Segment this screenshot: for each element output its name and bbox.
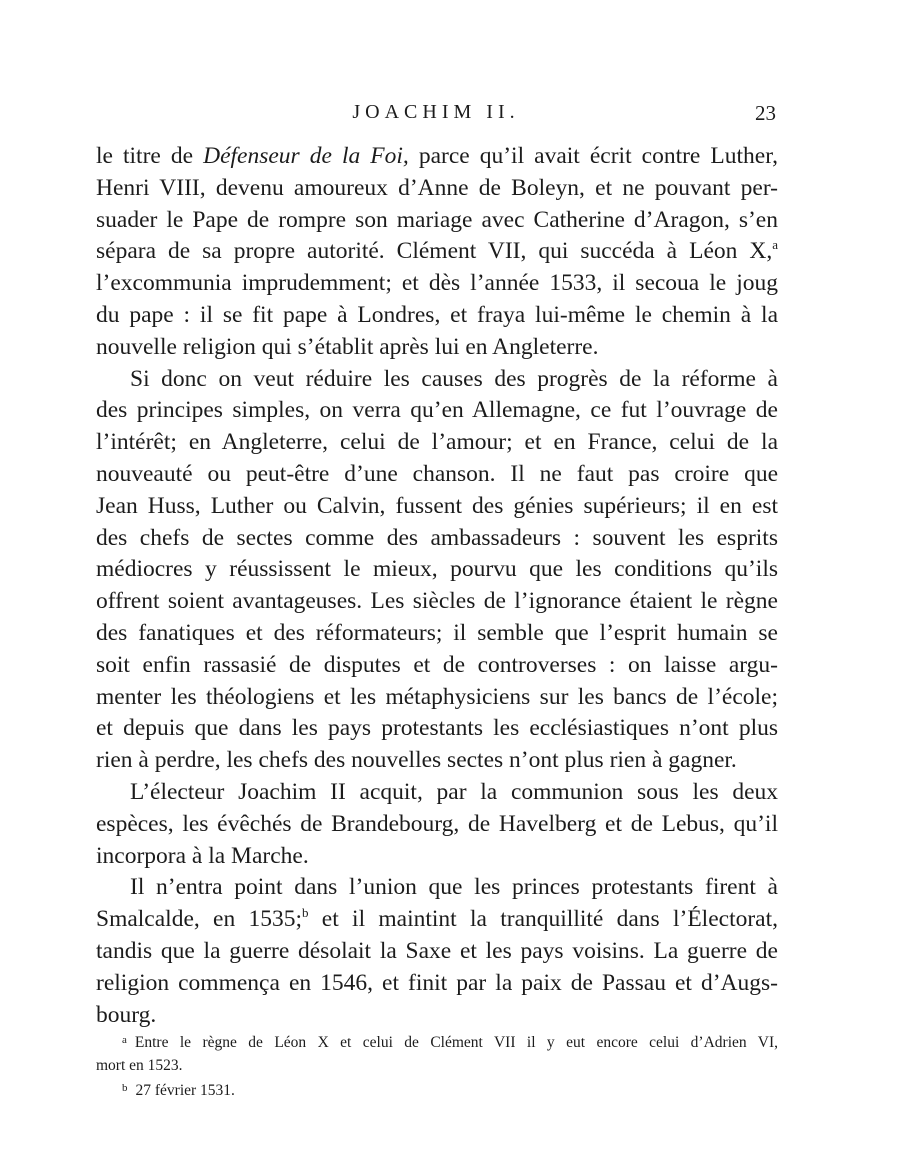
footnote-mark: a <box>122 1034 127 1046</box>
text-run: rien à perdre, les chefs des nouvelles sectes n’ont plus rien à gagner. <box>96 747 737 774</box>
text-run: Jean Huss, Luther ou Calvin, fussent des génies supérieurs; il en est <box>96 492 778 519</box>
running-head <box>96 101 776 131</box>
footnotes <box>96 1029 778 1102</box>
text-line <box>96 936 778 968</box>
text-line <box>96 809 778 841</box>
running-title: JOACHIM II. <box>352 101 520 123</box>
italic-text-run: Défenseur de la Foi, <box>203 143 409 169</box>
footnote-mark: b <box>122 1082 128 1094</box>
footnote-text: mort en 1523. <box>96 1057 183 1074</box>
text-line <box>96 268 778 300</box>
text-run: espèces, les évêchés de Brandebourg, de Havelberg et de Lebus, qu’il <box>96 810 778 837</box>
footnote-text: 27 février 1531. <box>135 1082 235 1099</box>
text-line <box>96 968 778 1000</box>
text-run: sépara de sa propre autorité. Clément VII, qui succéda à Léon X, <box>96 238 773 265</box>
text-line <box>96 395 778 427</box>
text-run: le titre de <box>96 143 204 169</box>
text-run: l’intérêt; en Angleterre, celui de l’amour; et en France, celui de la <box>96 429 778 456</box>
text-line <box>96 205 778 237</box>
text-run: l’excommunia imprudemment; et dès l’année 1533, il secoua le joug <box>96 270 778 297</box>
footnote-line <box>96 1077 778 1102</box>
text-line <box>96 364 778 396</box>
text-run: incorpora à la Marche. <box>96 842 309 869</box>
page-number: 23 <box>755 101 776 125</box>
text-line <box>96 554 778 586</box>
text-run: Henri VIII, devenu amoureux d’Anne de Boleyn, et ne pouvant per- <box>96 174 778 201</box>
text-line <box>96 618 778 650</box>
text-line <box>96 904 778 936</box>
text-line <box>96 236 778 268</box>
text-line <box>96 173 778 205</box>
text-line <box>96 745 778 777</box>
text-line <box>96 332 778 364</box>
footnote-line <box>96 1029 778 1054</box>
text-line <box>96 491 778 523</box>
footnote-text: Entre le règne de Léon X et celui de Clément VII il y eut encore celui d’Adrien VI, <box>134 1034 778 1051</box>
text-line <box>96 523 778 555</box>
text-run: menter les théologiens et les métaphysiciens sur les bancs de l’école; <box>96 683 778 710</box>
text-line <box>96 872 778 904</box>
text-line <box>96 141 778 173</box>
footnote-reference: a <box>772 237 778 253</box>
text-line <box>96 713 778 745</box>
text-run: Smalcalde, en 1535; <box>96 906 303 933</box>
text-line <box>96 427 778 459</box>
text-run: des chefs de sectes comme des ambassadeurs : souvent les esprits <box>96 524 778 551</box>
text-run: tandis que la guerre désolait la Saxe et les pays voisins. La guerre de <box>96 937 778 964</box>
text-line <box>96 650 778 682</box>
text-run: bourg. <box>96 1001 157 1028</box>
text-run: et il maintint la tranquillité dans l’Électorat, <box>308 906 779 933</box>
text-run: Si donc on veut réduire les causes des progrès de la réforme à <box>130 365 778 392</box>
text-run: offrent soient avantageuses. Les siècles de l’ignorance étaient le règne <box>96 588 778 615</box>
text-run: soit enfin rassasié de disputes et de controverses : on laisse argu- <box>96 651 778 678</box>
text-run: nouvelle religion qui s’établit après lui en Angleterre. <box>96 333 599 360</box>
footnote-reference: b <box>302 905 309 921</box>
text-line <box>96 841 778 873</box>
text-run: des principes simples, on verra qu’en Allemagne, ce fut l’ouvrage de <box>96 397 778 424</box>
text-line <box>96 459 778 491</box>
text-run: du pape : il se fit pape à Londres, et fraya lui-même le chemin à la <box>96 301 778 328</box>
text-run: des fanatiques et des réformateurs; il semble que l’esprit humain se <box>96 619 778 646</box>
text-line <box>96 1000 778 1032</box>
text-line <box>96 300 778 332</box>
text-run: parce qu’il avait écrit contre Luther, <box>408 143 778 169</box>
footnote-line <box>96 1054 778 1077</box>
body-text <box>96 141 778 1031</box>
text-run: nouveauté ou peut-être d’une chanson. Il ne faut pas croire que <box>96 460 778 487</box>
text-run: Il n’entra point dans l’union que les princes protestants firent à <box>130 874 778 901</box>
text-line <box>96 586 778 618</box>
text-run: suader le Pape de rompre son mariage avec Catherine d’Aragon, s’en <box>96 206 778 233</box>
text-run: et depuis que dans les pays protestants les ecclésiastiques n’ont plus <box>96 715 778 742</box>
text-run: médiocres y réussissent le mieux, pourvu que les conditions qu’ils <box>96 556 778 583</box>
text-run: L’électeur Joachim II acquit, par la communion sous les deux <box>130 778 778 805</box>
text-line <box>96 682 778 714</box>
text-line <box>96 777 778 809</box>
text-run: religion commença en 1546, et finit par la paix de Passau et d’Augs- <box>96 969 778 996</box>
